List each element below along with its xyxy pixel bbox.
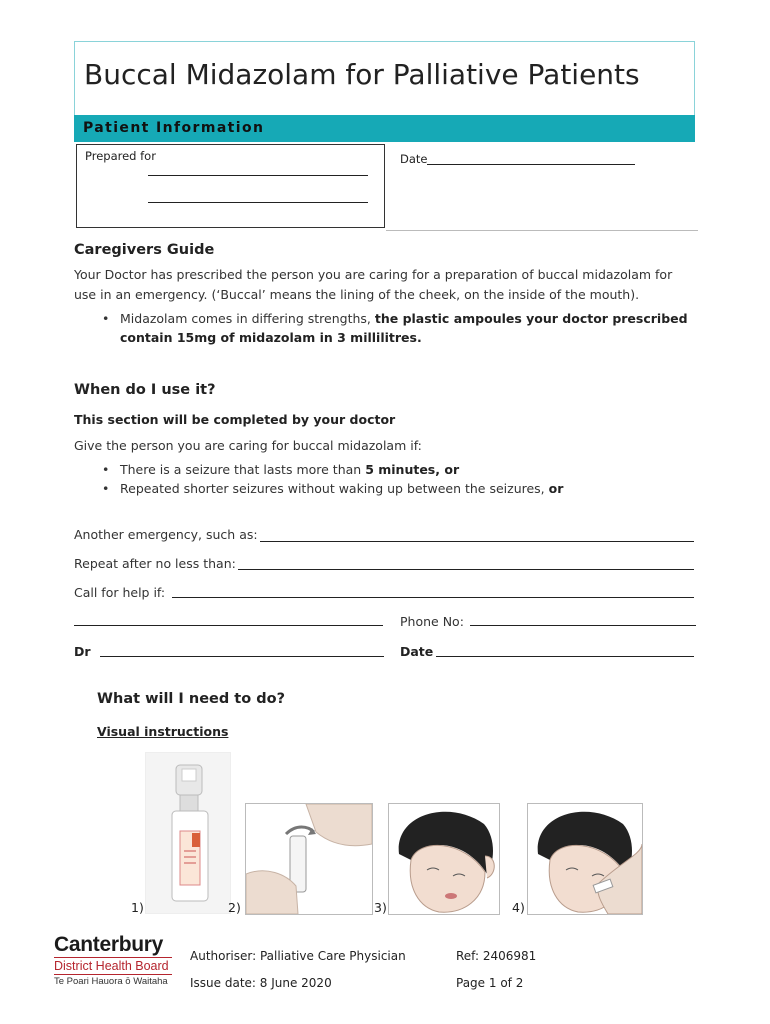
- seizure-bullet-2-text: Repeated shorter seizures without waking up between the seizures,: [120, 481, 549, 496]
- divider: [386, 230, 698, 231]
- step-2-label: 2): [228, 900, 241, 915]
- prepared-for-line-1[interactable]: [148, 175, 368, 176]
- seizure-bullet-1: [120, 462, 459, 477]
- strength-bullet: [120, 311, 688, 326]
- visual-instructions-link[interactable]: Visual instructions: [97, 724, 229, 739]
- seizure-bullet-1-or: , or: [435, 462, 460, 477]
- dr-line[interactable]: [100, 656, 384, 657]
- logo-line-2: District Health Board: [54, 957, 172, 975]
- seizure-bullet-1-bold: 5 minutes: [365, 462, 436, 477]
- strength-bullet-bold: the plastic ampoules your doctor prescribed: [374, 311, 688, 326]
- phone-label: Phone No:: [400, 614, 464, 629]
- date-label: Date: [400, 152, 428, 166]
- call-for-help-label: Call for help if:: [74, 585, 166, 600]
- section-bar: [74, 115, 695, 142]
- another-emergency-label: Another emergency, such as:: [74, 527, 258, 542]
- doctor-note: This section will be completed by your doctor: [74, 412, 396, 427]
- child-face-illustration-3: [389, 804, 499, 914]
- seizure-bullet-2-bold: or: [548, 481, 564, 496]
- ref-text: Ref: 2406981: [456, 949, 537, 963]
- another-emergency-line[interactable]: [260, 541, 694, 542]
- seizure-bullet-2: [120, 481, 563, 496]
- give-line: Give the person you are caring for buccal midazolam if:: [74, 438, 422, 453]
- caregivers-intro-1: Your Doctor has prescribed the person you are caring for a preparation of buccal midazolam for: [74, 267, 673, 282]
- step-1-label: 1): [131, 900, 144, 915]
- dr-label: Dr: [74, 644, 91, 659]
- repeat-after-label: Repeat after no less than:: [74, 556, 236, 571]
- administer-image: [527, 803, 643, 915]
- prepared-for-label: Prepared for: [85, 149, 156, 163]
- prepared-for-line-2[interactable]: [148, 202, 368, 203]
- authoriser-text: Authoriser: Palliative Care Physician: [190, 949, 406, 963]
- child-face-image: [388, 803, 500, 915]
- when-heading: When do I use it?: [74, 382, 216, 398]
- strength-bullet-text: Midazolam comes in differing strengths,: [120, 311, 375, 326]
- twist-cap-illustration: [246, 804, 372, 914]
- step-3-label: 3): [374, 900, 387, 915]
- logo-line-1: Canterbury: [54, 933, 164, 956]
- dr-date-line[interactable]: [436, 656, 694, 657]
- child-face-illustration-4: [528, 804, 642, 914]
- twist-cap-image: [245, 803, 373, 915]
- page-number-text: Page 1 of 2: [456, 976, 524, 990]
- cdhb-logo: [54, 934, 172, 988]
- strength-bullet-bold-2: contain 15mg of midazolam in 3 millilitres.: [120, 330, 422, 345]
- date-line[interactable]: [427, 164, 635, 165]
- ampoule-illustration: [146, 753, 230, 913]
- section-bar-label: Patient Information: [83, 120, 265, 136]
- ampoule-image: [145, 752, 231, 914]
- page-title: Buccal Midazolam for Palliative Patients: [84, 58, 640, 91]
- contact-name-line[interactable]: [74, 625, 383, 626]
- logo-line-3: Te Poari Hauora ō Waitaha: [54, 976, 168, 987]
- caregivers-heading: Caregivers Guide: [74, 242, 215, 258]
- caregivers-intro-2: use in an emergency. (‘Buccal’ means the lining of the cheek, on the inside of the mouth).: [74, 287, 640, 302]
- step-4-label: 4): [512, 900, 525, 915]
- issue-date-text: Issue date: 8 June 2020: [190, 976, 332, 990]
- dr-date-label: Date: [400, 644, 434, 659]
- need-to-do-heading: What will I need to do?: [97, 691, 285, 707]
- seizure-bullet-1-text: There is a seizure that lasts more than: [120, 462, 366, 477]
- call-for-help-line[interactable]: [172, 597, 694, 598]
- repeat-after-line[interactable]: [238, 569, 694, 570]
- phone-line[interactable]: [470, 625, 696, 626]
